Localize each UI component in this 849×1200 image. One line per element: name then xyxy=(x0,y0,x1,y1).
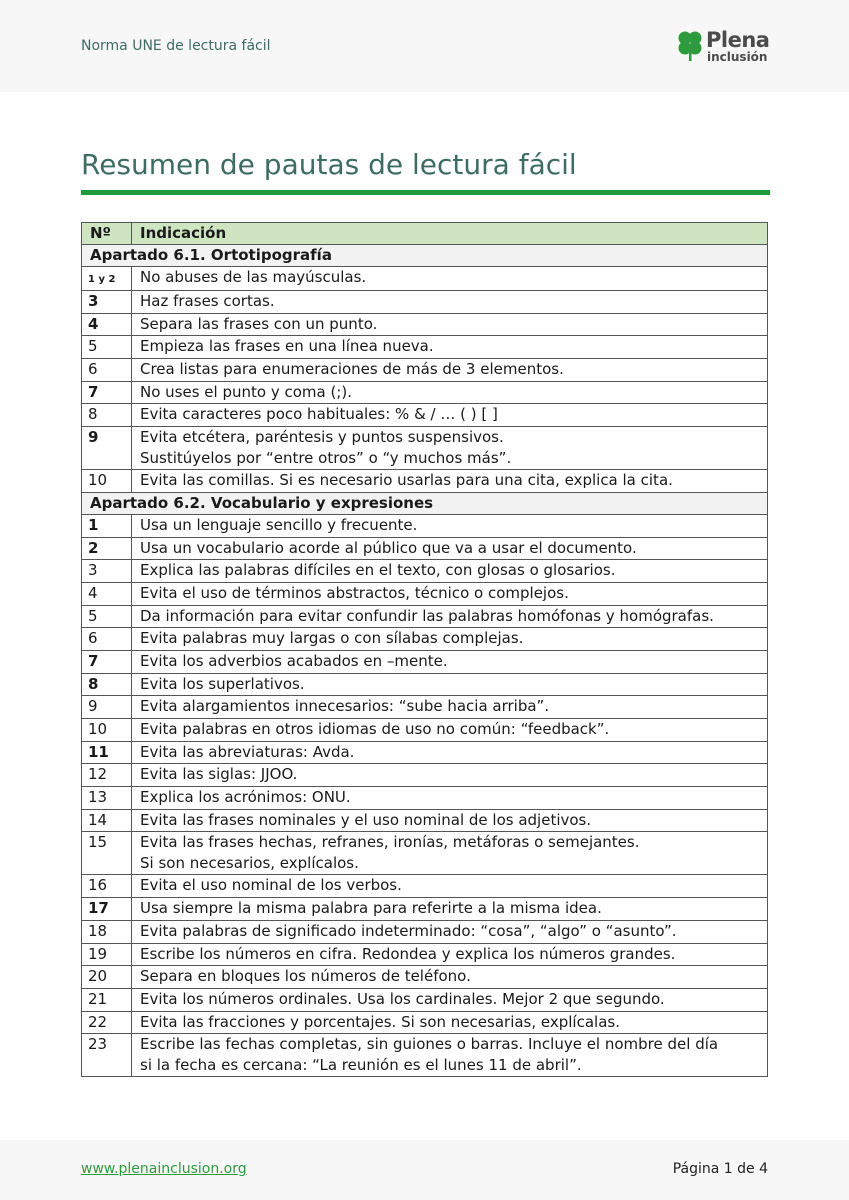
indication-text: Evita las frases hechas, refranes, ironías, metáforas o semejantes. xyxy=(140,833,640,852)
table-row xyxy=(82,741,768,764)
table-row xyxy=(82,359,768,382)
item-number-text: 5 xyxy=(88,606,98,625)
column-header-number: Nº xyxy=(82,223,132,245)
table-row xyxy=(82,267,768,291)
item-number xyxy=(82,537,132,560)
table-row xyxy=(82,381,768,404)
item-indication xyxy=(132,696,768,719)
indication-text-line2: si la fecha es cercana: “La reunión es el lunes 11 de abril”. xyxy=(140,1056,582,1075)
item-number-text: 8 xyxy=(88,405,98,424)
logo-word-plena: Plena xyxy=(706,28,770,52)
item-indication xyxy=(132,898,768,921)
item-number-text: 4 xyxy=(88,314,99,333)
item-number xyxy=(82,1034,132,1077)
indication-text: Explica los acrónimos: ONU. xyxy=(140,788,351,807)
table-row xyxy=(82,605,768,628)
item-number-text: 8 xyxy=(88,674,99,693)
table-row xyxy=(82,291,768,314)
item-number-text: 7 xyxy=(88,651,99,670)
item-number xyxy=(82,719,132,742)
table-row xyxy=(82,898,768,921)
section-row xyxy=(82,492,768,514)
item-indication xyxy=(132,514,768,537)
indication-text: Evita las frases nominales y el uso nominal de los adjetivos. xyxy=(140,810,592,829)
item-indication xyxy=(132,787,768,810)
indication-text: Usa siempre la misma palabra para referirte a la misma idea. xyxy=(140,899,602,918)
page-footer xyxy=(0,1140,849,1200)
item-indication xyxy=(132,1011,768,1034)
section-heading: Apartado 6.1. Ortotipografía xyxy=(82,245,768,267)
table-row xyxy=(82,514,768,537)
item-number-text: 6 xyxy=(88,360,98,379)
item-indication xyxy=(132,832,768,875)
title-underline xyxy=(81,190,770,195)
item-indication xyxy=(132,741,768,764)
item-number xyxy=(82,696,132,719)
indication-text: Evita etcétera, paréntesis y puntos suspensivos. xyxy=(140,428,504,447)
table-row xyxy=(82,1034,768,1077)
clover-logo-icon xyxy=(676,30,704,62)
indication-text-line2: Si son necesarios, explícalos. xyxy=(140,854,359,873)
item-number xyxy=(82,832,132,875)
item-number-text: 6 xyxy=(88,629,98,648)
item-number xyxy=(82,427,132,470)
indication-text: Escribe los números en cifra. Redondea y explica los números grandes. xyxy=(140,944,676,963)
item-indication xyxy=(132,359,768,382)
table-row xyxy=(82,832,768,875)
item-indication xyxy=(132,875,768,898)
table-row xyxy=(82,560,768,583)
table-row xyxy=(82,650,768,673)
indication-text: No abuses de las mayúsculas. xyxy=(140,268,367,286)
item-number xyxy=(82,291,132,314)
indication-text: Evita las abreviaturas: Avda. xyxy=(140,742,355,761)
indication-text: Evita los superlativos. xyxy=(140,674,305,693)
item-indication xyxy=(132,582,768,605)
table-row xyxy=(82,313,768,336)
item-number-text: 20 xyxy=(88,967,108,986)
indication-text-line2: Sustitúyelos por “entre otros” o “y muchos más”. xyxy=(140,449,512,468)
indication-text: Evita caracteres poco habituales: % & / … ( ) [ ] xyxy=(140,405,498,424)
table-row xyxy=(82,404,768,427)
indication-text: Separa las frases con un punto. xyxy=(140,314,378,333)
item-number-text: 19 xyxy=(88,944,108,963)
item-indication xyxy=(132,537,768,560)
item-number-text: 3 xyxy=(88,561,98,580)
page-number: Página 1 de 4 xyxy=(672,1161,768,1177)
indication-text: Evita el uso nominal de los verbos. xyxy=(140,876,402,895)
item-indication xyxy=(132,966,768,989)
item-number-text: 23 xyxy=(88,1035,108,1054)
header-title: Norma UNE de lectura fácil xyxy=(81,38,271,54)
indication-text: Usa un lenguaje sencillo y frecuente. xyxy=(140,515,418,534)
item-indication xyxy=(132,628,768,651)
item-number-text: 10 xyxy=(88,471,108,490)
item-number-text: 17 xyxy=(88,899,109,918)
item-indication xyxy=(132,560,768,583)
item-number-text: 1 xyxy=(88,515,99,534)
website-link[interactable]: www.plenainclusion.org xyxy=(81,1161,247,1177)
item-number xyxy=(82,628,132,651)
item-number xyxy=(82,582,132,605)
table-row xyxy=(82,875,768,898)
item-number-text: 4 xyxy=(88,583,98,602)
item-number-text: 15 xyxy=(88,833,108,852)
item-number xyxy=(82,673,132,696)
item-indication xyxy=(132,605,768,628)
item-indication xyxy=(132,313,768,336)
item-number-text: 9 xyxy=(88,697,98,716)
table-row xyxy=(82,943,768,966)
indication-text: Evita los adverbios acabados en –mente. xyxy=(140,651,448,670)
item-number xyxy=(82,514,132,537)
indication-text: Evita palabras en otros idiomas de uso no común: “feedback”. xyxy=(140,720,610,738)
item-number xyxy=(82,560,132,583)
table-row xyxy=(82,628,768,651)
item-number-text: 11 xyxy=(88,742,109,761)
table-row xyxy=(82,719,768,742)
item-number-text: 22 xyxy=(88,1012,108,1031)
item-number xyxy=(82,336,132,359)
item-number xyxy=(82,875,132,898)
item-number xyxy=(82,787,132,810)
table-row xyxy=(82,582,768,605)
indication-text: Evita los números ordinales. Usa los cardinales. Mejor 2 que segundo. xyxy=(140,989,665,1008)
item-number-text: 18 xyxy=(88,921,108,940)
section-row xyxy=(82,245,768,267)
item-number xyxy=(82,920,132,943)
table-row xyxy=(82,966,768,989)
item-number xyxy=(82,898,132,921)
item-number-text: 9 xyxy=(88,428,99,447)
item-number xyxy=(82,359,132,382)
item-indication xyxy=(132,404,768,427)
plena-inclusion-logo xyxy=(676,28,772,68)
item-indication xyxy=(132,381,768,404)
table-row xyxy=(82,673,768,696)
table-row xyxy=(82,470,768,493)
indication-text: Evita palabras muy largas o con sílabas complejas. xyxy=(140,629,524,648)
item-number-text: 1 y 2 xyxy=(88,274,116,285)
item-indication xyxy=(132,988,768,1011)
item-indication xyxy=(132,267,768,291)
item-indication xyxy=(132,650,768,673)
item-number-text: 2 xyxy=(88,538,99,557)
item-number xyxy=(82,267,132,291)
indication-text: Evita las siglas: JJOO. xyxy=(140,765,298,784)
item-number-text: 13 xyxy=(88,788,108,807)
item-indication xyxy=(132,336,768,359)
table-row xyxy=(82,336,768,359)
document-title: Resumen de pautas de lectura fácil xyxy=(81,148,577,181)
item-number-text: 16 xyxy=(88,876,108,895)
indication-text: Evita palabras de significado indeterminado: “cosa”, “algo” o “asunto”. xyxy=(140,921,677,940)
indication-text: Crea listas para enumeraciones de más de 3 elementos. xyxy=(140,360,564,379)
item-number xyxy=(82,1011,132,1034)
column-header-indication: Indicación xyxy=(132,223,768,245)
item-indication xyxy=(132,943,768,966)
table-row xyxy=(82,537,768,560)
item-number xyxy=(82,605,132,628)
item-indication xyxy=(132,427,768,470)
item-indication xyxy=(132,673,768,696)
table-row xyxy=(82,764,768,787)
item-number-text: 7 xyxy=(88,382,99,401)
table-row xyxy=(82,809,768,832)
indication-text: Evita las comillas. Si es necesario usarlas para una cita, explica la cita. xyxy=(140,471,673,490)
item-number xyxy=(82,470,132,493)
indication-text: Escribe las fechas completas, sin guiones o barras. Incluye el nombre del día xyxy=(140,1035,719,1054)
item-number-text: 5 xyxy=(88,337,98,356)
guidelines-table xyxy=(81,222,768,1077)
indication-text: Separa en bloques los números de teléfono. xyxy=(140,967,471,986)
indication-text: Haz frases cortas. xyxy=(140,292,275,310)
table-row xyxy=(82,920,768,943)
table-row xyxy=(82,1011,768,1034)
item-indication xyxy=(132,1034,768,1077)
item-number xyxy=(82,809,132,832)
item-indication xyxy=(132,809,768,832)
item-number xyxy=(82,650,132,673)
item-indication xyxy=(132,719,768,742)
indication-text: Evita el uso de términos abstractos, técnico o complejos. xyxy=(140,583,569,602)
indication-text: Explica las palabras difíciles en el texto, con glosas o glosarios. xyxy=(140,561,616,580)
indication-text: Evita alargamientos innecesarios: “sube hacia arriba”. xyxy=(140,697,550,716)
table-row xyxy=(82,427,768,470)
item-number-text: 14 xyxy=(88,810,108,829)
table-row xyxy=(82,696,768,719)
item-number xyxy=(82,404,132,427)
item-number-text: 12 xyxy=(88,765,108,784)
item-number xyxy=(82,741,132,764)
item-indication xyxy=(132,470,768,493)
item-number xyxy=(82,988,132,1011)
item-number xyxy=(82,966,132,989)
item-number xyxy=(82,764,132,787)
indication-text: Usa un vocabulario acorde al público que va a usar el documento. xyxy=(140,538,637,557)
item-number-text: 21 xyxy=(88,989,108,1008)
table-header-row xyxy=(82,223,768,245)
indication-text: No uses el punto y coma (;). xyxy=(140,382,352,401)
indication-text: Empieza las frases en una línea nueva. xyxy=(140,337,434,356)
item-number xyxy=(82,381,132,404)
item-indication xyxy=(132,764,768,787)
logo-word-inclusion: inclusión xyxy=(707,50,768,64)
page-header xyxy=(0,0,849,92)
indication-text: Da información para evitar confundir las palabras homófonas y homógrafas. xyxy=(140,606,714,625)
item-indication xyxy=(132,291,768,314)
item-indication xyxy=(132,920,768,943)
section-heading: Apartado 6.2. Vocabulario y expresiones xyxy=(82,492,768,514)
table-row xyxy=(82,787,768,810)
table-row xyxy=(82,988,768,1011)
indication-text: Evita las fracciones y porcentajes. Si son necesarias, explícalas. xyxy=(140,1012,620,1031)
item-number xyxy=(82,943,132,966)
item-number xyxy=(82,313,132,336)
item-number-text: 3 xyxy=(88,292,99,310)
item-number-text: 10 xyxy=(88,720,108,738)
